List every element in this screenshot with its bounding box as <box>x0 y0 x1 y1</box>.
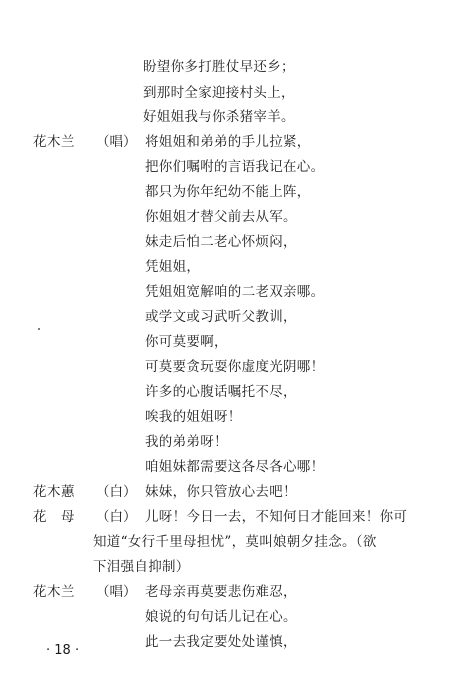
verse-line: 咱姐妹都需要这各尽各心哪！ <box>145 459 325 475</box>
page-number: · 18 · <box>46 643 80 658</box>
verse-line: 娘说的句句话儿记在心。 <box>145 609 297 625</box>
verse-line: 许多的心腹话嘱托不尽， <box>145 384 297 400</box>
verse-line: 将姐姐和弟弟的手儿拉紧， <box>145 134 311 150</box>
verse-line: 你可莫要啊， <box>145 334 228 350</box>
verse-line: 可莫要贪玩耍你虚度光阴哪！ <box>145 359 325 375</box>
dialogue-line: 知道“女行千里母担忧”，莫叫娘朝夕挂念。（欲 <box>93 534 377 550</box>
verse-line: 凭姐姐宽解咱的二老双亲哪。 <box>145 284 325 300</box>
speaker-hua-mother: 花 母 <box>33 509 75 525</box>
verse-line: 到那时全家迎接村头上， <box>143 85 295 101</box>
verse-line: 盼望你多打胜仗早还乡； <box>143 59 295 75</box>
stage-direction: 下泪强自抑制） <box>93 559 190 575</box>
mode-speak: （白） <box>96 509 137 525</box>
speaker-hua-mulan: 花木兰 <box>33 584 75 600</box>
speaker-hua-muhui: 花木蕙 <box>33 484 75 500</box>
mode-sing: （唱） <box>96 584 137 600</box>
verse-line: 好姐姐我与你杀猪宰羊。 <box>143 109 295 125</box>
verse-line: 都只为你年纪幼不能上阵， <box>145 184 311 200</box>
verse-line: 老母亲再莫要悲伤难忍， <box>145 584 297 600</box>
dialogue-line: 儿呀！今日一去，不知何日才能回来！你可 <box>145 509 408 525</box>
verse-line: 我的弟弟呀！ <box>145 434 228 450</box>
dialogue-line: 妹妹，你只管放心去吧！ <box>145 484 297 500</box>
verse-line: 凭姐姐， <box>145 259 201 275</box>
verse-line: 妹走后怕二老心怀烦闷， <box>145 234 297 250</box>
mode-sing: （唱） <box>96 134 137 150</box>
mode-speak: （白） <box>96 484 137 500</box>
verse-line: 把你们嘱咐的言语我记在心。 <box>145 159 325 175</box>
verse-line: 你姐姐才替父前去从军。 <box>145 209 297 225</box>
verse-line: 或学文或习武听父教训， <box>145 309 297 325</box>
verse-line: 唉我的姐姐呀！ <box>145 409 242 425</box>
verse-line: 此一去我定要处处谨慎， <box>145 634 297 650</box>
scan-speck <box>38 328 40 330</box>
speaker-hua-mulan: 花木兰 <box>33 134 75 150</box>
